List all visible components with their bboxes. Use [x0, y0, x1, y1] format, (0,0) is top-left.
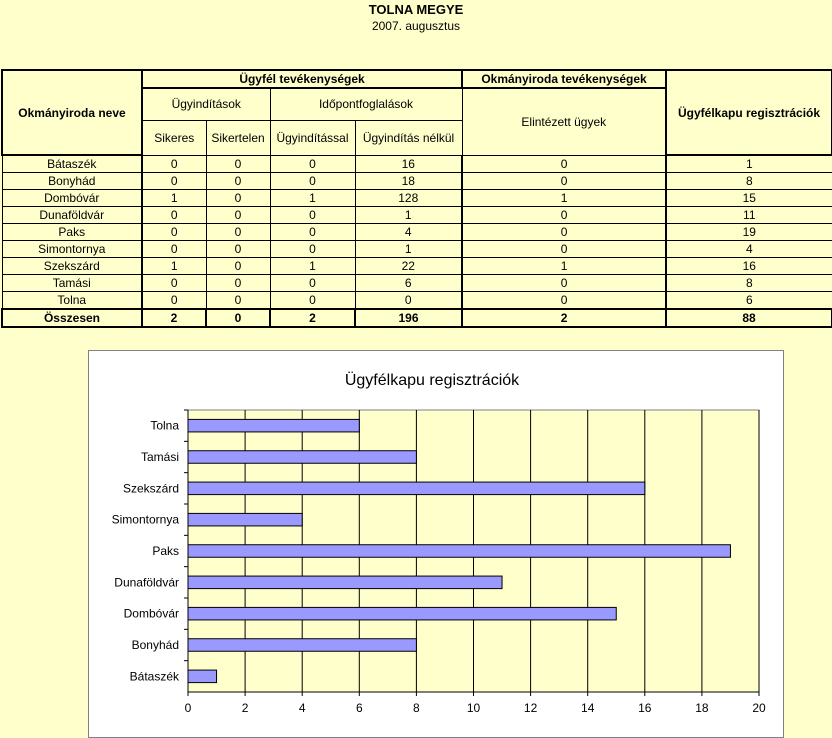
- completed-cell: 0: [462, 155, 666, 173]
- office-name-cell: Bonyhád: [2, 173, 142, 190]
- office-name-cell: Dunaföldvár: [2, 207, 142, 224]
- success-cell: 0: [142, 207, 206, 224]
- group-office-activities: Okmányiroda tevékenységek: [462, 70, 666, 88]
- col-gateway-registrations: Ügyfélkapu regisztrációk: [666, 70, 832, 155]
- sub-initiations: Ügyindítások: [142, 88, 270, 120]
- success-cell: 1: [142, 190, 206, 207]
- fail-cell: 0: [206, 155, 270, 173]
- with-initiation-cell: 1: [270, 190, 355, 207]
- bar: [188, 482, 645, 495]
- col-success: Sikeres: [142, 120, 206, 155]
- without-initiation-cell: 18: [355, 173, 462, 190]
- x-tick-label: 10: [466, 701, 481, 715]
- table-row: [2, 258, 832, 275]
- table-row: [2, 224, 832, 241]
- with-initiation-cell: 0: [270, 241, 355, 258]
- fail-cell: 0: [206, 309, 270, 327]
- y-tick-label: Simontornya: [111, 512, 179, 527]
- without-initiation-cell: 6: [355, 275, 462, 292]
- success-cell: 0: [142, 173, 206, 190]
- x-tick-label: 20: [752, 701, 766, 715]
- gateway-cell: 4: [666, 241, 832, 258]
- office-name-cell: Összesen: [2, 309, 142, 327]
- office-name-cell: Tamási: [2, 275, 142, 292]
- without-initiation-cell: 4: [355, 224, 462, 241]
- bar: [188, 513, 302, 526]
- completed-cell: 0: [462, 292, 666, 310]
- table-row: [2, 190, 832, 207]
- office-name-cell: Paks: [2, 224, 142, 241]
- group-client-activities: Ügyfél tevékenységek: [142, 70, 462, 88]
- completed-cell: 0: [462, 224, 666, 241]
- bar: [188, 670, 217, 683]
- statistics-table: [1, 69, 832, 328]
- bar: [188, 419, 359, 432]
- x-tick-label: 0: [184, 701, 192, 715]
- completed-cell: 0: [462, 241, 666, 258]
- without-initiation-cell: 1: [355, 207, 462, 224]
- gateway-cell: 16: [666, 258, 832, 275]
- bar: [188, 639, 416, 652]
- gateway-cell: 88: [666, 309, 832, 327]
- y-tick-label: Szekszárd: [122, 481, 179, 496]
- sub-appointments: Időpontfoglalások: [270, 88, 462, 120]
- completed-cell: 2: [462, 309, 666, 327]
- page-title: TOLNA MEGYE: [368, 2, 464, 17]
- chart-title: Ügyfélkapu regisztrációk: [344, 372, 520, 389]
- table-row: [2, 241, 832, 258]
- without-initiation-cell: 16: [355, 155, 462, 173]
- fail-cell: 0: [206, 292, 270, 310]
- page-subtitle: 2007. augusztus: [371, 19, 461, 33]
- fail-cell: 0: [206, 190, 270, 207]
- fail-cell: 0: [206, 241, 270, 258]
- success-cell: 1: [142, 258, 206, 275]
- table-row: [2, 207, 832, 224]
- sub-completed-cases: Elintézett ügyek: [462, 88, 666, 155]
- without-initiation-cell: 22: [355, 258, 462, 275]
- fail-cell: 0: [206, 173, 270, 190]
- with-initiation-cell: 0: [270, 207, 355, 224]
- col-office-name: Okmányiroda neve: [2, 70, 142, 155]
- x-tick-label: 12: [523, 701, 538, 715]
- chart-area: [88, 350, 784, 738]
- x-tick-label: 4: [298, 701, 306, 715]
- y-tick-label: Bonyhád: [131, 638, 179, 652]
- x-tick-label: 8: [413, 701, 420, 715]
- with-initiation-cell: 0: [270, 224, 355, 241]
- col-without-initiation: Ügyindítás nélkül: [355, 120, 462, 155]
- fail-cell: 0: [206, 207, 270, 224]
- completed-cell: 1: [462, 190, 666, 207]
- x-tick-label: 18: [695, 701, 709, 715]
- completed-cell: 0: [462, 275, 666, 292]
- completed-cell: 1: [462, 258, 666, 275]
- office-name-cell: Bátaszék: [2, 155, 142, 173]
- fail-cell: 0: [206, 258, 270, 275]
- y-tick-label: Bátaszék: [129, 669, 179, 684]
- success-cell: 0: [142, 224, 206, 241]
- office-name-cell: Simontornya: [2, 241, 142, 258]
- bar: [188, 451, 416, 464]
- success-cell: 2: [142, 309, 206, 327]
- success-cell: 0: [142, 292, 206, 310]
- fail-cell: 0: [206, 275, 270, 292]
- without-initiation-cell: 196: [355, 309, 462, 327]
- bar: [188, 545, 730, 558]
- gateway-cell: 11: [666, 207, 832, 224]
- bar: [188, 607, 616, 620]
- x-tick-label: 6: [355, 701, 363, 715]
- table-row: [2, 173, 832, 190]
- x-tick-label: 2: [241, 701, 249, 715]
- table-row: [2, 275, 832, 292]
- gateway-cell: 19: [666, 224, 832, 241]
- completed-cell: 0: [462, 207, 666, 224]
- with-initiation-cell: 2: [270, 309, 355, 327]
- office-name-cell: Dombóvár: [2, 190, 142, 207]
- y-tick-label: Paks: [152, 544, 179, 558]
- success-cell: 0: [142, 275, 206, 292]
- with-initiation-cell: 0: [270, 275, 355, 292]
- y-tick-label: Dombóvár: [123, 606, 179, 621]
- bar-chart: [89, 351, 783, 737]
- success-cell: 0: [142, 241, 206, 258]
- with-initiation-cell: 0: [270, 292, 355, 310]
- with-initiation-cell: 1: [270, 258, 355, 275]
- completed-cell: 0: [462, 173, 666, 190]
- total-row: [2, 309, 832, 327]
- office-name-cell: Szekszárd: [2, 258, 142, 275]
- y-tick-label: Tolna: [150, 418, 179, 433]
- bar: [188, 576, 502, 589]
- col-with-initiation: Ügyindítással: [270, 120, 355, 155]
- without-initiation-cell: 0: [355, 292, 462, 310]
- col-fail: Sikertelen: [206, 120, 270, 155]
- office-name-cell: Tolna: [2, 292, 142, 310]
- gateway-cell: 1: [666, 155, 832, 173]
- without-initiation-cell: 128: [355, 190, 462, 207]
- y-tick-label: Dunaföldvár: [114, 575, 179, 590]
- success-cell: 0: [142, 155, 206, 173]
- gateway-cell: 15: [666, 190, 832, 207]
- y-tick-label: Tamási: [140, 450, 179, 464]
- x-tick-label: 14: [581, 701, 595, 715]
- without-initiation-cell: 1: [355, 241, 462, 258]
- gateway-cell: 8: [666, 173, 832, 190]
- with-initiation-cell: 0: [270, 173, 355, 190]
- gateway-cell: 6: [666, 292, 832, 310]
- with-initiation-cell: 0: [270, 155, 355, 173]
- x-tick-label: 16: [638, 701, 652, 715]
- table-row: [2, 292, 832, 310]
- fail-cell: 0: [206, 224, 270, 241]
- table-row: [2, 155, 832, 173]
- gateway-cell: 8: [666, 275, 832, 292]
